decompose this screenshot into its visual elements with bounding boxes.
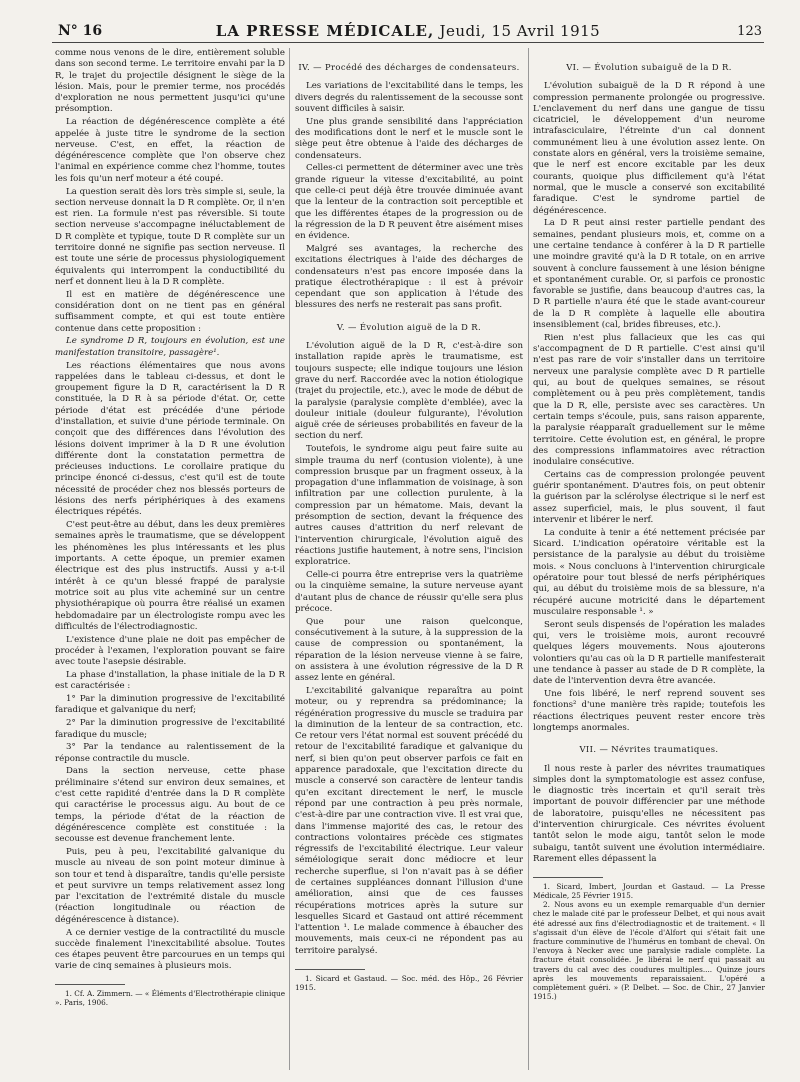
issue-number: N° 16 xyxy=(58,23,103,39)
paragraph: C'est peut-être au début, dans les deux premières semaines après le traumatisme, que se développent les phénomènes les plus intéressants et les plus importants. A cette époque, un premier examen électrique est des plus instructifs. Aussi y a-t-il intérêt à ce qu'un blessé frappé de paralysie motrice soit au plus vite acheminé sur un centre physiothérapique où pourra être réalisé un examen hebdomadaire par un électrologiste rompu avec les difficultés de l'électrodiagnostic. xyxy=(55,520,285,632)
column-divider xyxy=(528,48,529,1070)
paragraph: Les variations de l'excitabilité dans le temps, les divers degrés du ralentissement de la secousse sont souvent difficiles à saisir. xyxy=(295,81,523,114)
paragraph: Celle-ci pourra être entreprise vers la quatrième ou la cinquième semaine, la suture nerveuse ayant d'autant plus de chance de réussir qu'elle sera plus précoce. xyxy=(295,569,523,614)
section-title: V. — Évolution aiguë de la D R. xyxy=(336,321,482,332)
paragraph: Certains cas de compression prolongée peuvent guérir spontanément. D'autres fois, on peut obtenir la guérison par la sclérolyse électrique si le nerf est assez superficiel, mais, le plus souvent, il faut intervenir et libérer le nerf. xyxy=(533,469,765,526)
footnote: 2. Nous avons eu un exemple remarquable d'un dernier chez le malade cité par le professeur Delbet, et qui nous avait été adressé aux fins d'électrodiagnostic et de traitement. « Il s'agissait d'un élève de l'école d'Alfort qui s'était fait une fracture comminutive de l'humérus en tombant de cheval. On l'envoya à Necker avec une paralysie radiale complète. La fracture était consolidée. Je libérai le nerf qui passait au travers du cal avec des coudures multiples.... Quinze jours après les mouvements reparaissaient. L'opéré a complètement guéri. » (P. Delbet. — Soc. de Chir., 27 Janvier 1915.) xyxy=(533,900,765,1002)
page-number: 123 xyxy=(737,24,762,39)
paragraph: L'évolution subaiguë de la D R répond à une compression permanente prolongée ou progressive. L'enclavement du nerf dans une gangue de tissu cicatriciel, le développement d'un neurome intrafasciculaire, l'étreinte d'un cal donnent communément lieu à une évolution assez lente. On constate alors en général, vers la troisième semaine, que le nerf est encore excitable par les deux courants, quoique plus difficilement qu'à l'état normal, que le muscle a conservé son excitabilité faradique. C'est le syndrome partiel de dégénérescence. xyxy=(533,81,765,216)
paragraph: Seront seuls dispensés de l'opération les malades qui, vers le troisième mois, auront recouvré quelques légers mouvements. Nous ajouterons volontiers qu'au cas où la D R partielle manifesterait une tendance à passer au stade de D R complète, la date de l'intervention devra être avancée. xyxy=(533,619,765,687)
footnote-rule xyxy=(533,877,603,878)
footnote-rule xyxy=(295,969,365,970)
paragraph: Dans la section nerveuse, cette phase préliminaire s'étend sur environ deux semaines, et c'est cette rapidité d'entrée dans la D R complète qui caractérise le processus aigu. Au bout de ce temps, la période d'état de la réaction de dégénérescence complète est constituée : la secousse est devenue franchement lente. xyxy=(55,766,285,845)
paragraph: Il nous reste à parler des névrites traumatiques simples dont la symptomatologie est assez confuse, le diagnostic très incertain et qu'il serait très important de pouvoir différencier par une méthode de laboratoire, puisqu'elles ne nécessitent pas d'intervention chirurgicale. Ces névrites évoluent tantôt selon le mode aigu, tantôt selon le mode subaigu, tantôt suivent une évolution intermédiaire. Rarement elles dépassent la xyxy=(533,763,765,864)
column-middle xyxy=(295,48,523,992)
journal-header-title xyxy=(52,22,764,40)
paragraph: Il est en matière de dégénérescence une considération dont on ne tient pas en général suffisamment compte, et qui est toute entière contenue dans cette proposition : xyxy=(55,289,285,334)
paragraph: Rien n'est plus fallacieux que les cas qui s'accompagnent de D R partielle. C'est ainsi qu'il n'est pas rare de voir s'installer dans un territoire nerveux une paralysie complète avec D R partielle qui, au bout de quelques semaines, se résout complètement ou à peu près complètement, tandis que la D R, elle, persiste avec ses caractères. Un certain temps s'écoule, puis, sans raison apparente, la paralysie réapparaît graduellement sur le même territoire. Cette évolution est, en général, le propre des compressions inflammatoires avec rétraction inodulaire consécutive. xyxy=(533,332,765,468)
paragraph: Une plus grande sensibilité dans l'appréciation des modifications dont le nerf et le muscle sont le siège peut être obtenue à l'aide des décharges de condensateurs. xyxy=(295,116,523,161)
paragraph: Les réactions élémentaires que nous avons rappelées dans le tableau ci-dessus, et dont le groupement figure la D R, caractérisent la D R constituée, la D R à sa période d'état. Or, cette période d'état est précédée d'une période d'installation, et suivie d'une période terminale. On conçoit que des différences dans l'évolution des lésions doivent imprimer à la D R une évolution différente dont la constatation permettra de précieuses inductions. Le corollaire pratique du principe énoncé ci-dessus, c'est qu'il est de toute nécessité de procéder chez nos blessés porteurs de lésions des nerfs périphériques à des examens électriques répétés. xyxy=(55,360,285,518)
section-title: VI. — Évolution subaiguë de la D R. xyxy=(566,62,732,72)
paragraph: La question serait dès lors très simple si, seule, la section nerveuse donnait la D R complète. Or, il n'en est rien. La formule n'est pas réversible. Si toute section nerveuse s'accompagne inéluctablement de D R complète et typique, toute D R complète sur un territoire donné ne signifie pas section nerveuse. Il est toute une série de processus physiologiquement équivalents qui interrompent la conductibilité du nerf et donnent lieu à la D R complète. xyxy=(55,186,285,287)
journal-title: LA PRESSE MÉDICALE, xyxy=(215,22,435,40)
column-divider xyxy=(289,48,290,1070)
paragraph: L'évolution aiguë de la D R, c'est-à-dire son installation rapide après le traumatisme, est toujours suspecte; elle indique toujours une lésion grave du nerf. Raccordée avec la notion étiologique (trajet du projectile, etc.), avec le mode de début de la paralysie (paralysie complète d'emblée), avec la douleur initiale (douleur fulgurante), l'évolution aiguë crée de sérieuses probabilités en faveur de la section du nerf. xyxy=(295,341,523,442)
paragraph: La phase d'installation, la phase initiale de la D R est caractérisée : xyxy=(55,670,285,692)
footnote-rule xyxy=(55,984,125,985)
section-title: IV. — Procédé des décharges de condensateurs. xyxy=(298,62,520,72)
paragraph: L'existence d'une plaie ne doit pas empêcher de procéder à l'examen, l'exploration pouvant se faire avec toute l'asepsie désirable. xyxy=(55,634,285,668)
paragraph: La réaction de dégénérescence complète a été appelée à juste titre le syndrome de la section nerveuse. C'est, en effet, la réaction de dégénérescence complète que l'on observe chez l'animal en expérience comme chez l'homme, toutes les fois qu'un nerf moteur a été coupé. xyxy=(55,117,285,184)
issue-date: Jeudi, 15 Avril 1915 xyxy=(439,22,601,40)
page-header xyxy=(52,20,764,43)
paragraph: L'excitabilité galvanique reparaîtra au point moteur, ou y reprendra sa prédominance; la régénération progressive du muscle se traduira par la diminution de la lenteur de sa contraction, etc. Ce retour vers l'état normal est souvent précédé du retour de l'excitabilité faradique et galvanique du nerf, si bien qu'on peut observer parfois ce fait en apparence paradoxale, que l'excitation directe du muscle a conservé son caractère de lenteur tandis qu'en excitant directement le nerf, le muscle répond par une contraction à peu près normale, c'est-à-dire par une contraction vive. Il est vrai que, dans l'immense majorité des cas, le retour des contractions volontaires précède ces stigmates régressifs de l'excitabilité électrique. Leur valeur séméiologique serait donc médiocre et leur recherche superflue, si l'on n'avait pas à se défier de certaines suppléances donnant l'illusion d'une amélioration, ainsi que de ces fausses récupérations motrices après la suture sur lesquelles Sicard et Gastaud ont attiré récemment l'attention ¹. Le malade commence à ébaucher des mouvements, mais ceux-ci ne répondent pas au territoire paralysé. xyxy=(295,685,523,956)
paragraph: La conduite à tenir a été nettement précisée par Sicard. L'indication opératoire véritable est la persistance de la paralysie au début du troisième mois. « Nous concluons à l'intervention chirurgicale opératoire pour tout blessé de nerfs périphériques qui, au début du troisième mois de sa blessure, n'a récupéré aucune motricité dans le département musculaire responsable ¹. » xyxy=(533,527,765,617)
column-right xyxy=(533,48,765,1001)
footnote: 1. Sicard et Gastaud. — Soc. méd. des Hôp., 26 Février 1915. xyxy=(295,973,523,992)
paragraph: Une fois libéré, le nerf reprend souvent ses fonctions² d'une manière très rapide; toutefois les réactions électriques peuvent rester encore très longtemps anormales. xyxy=(533,689,765,733)
paragraph: Celles-ci permettent de déterminer avec une très grande rigueur la vitesse d'excitabilité, au point que celle-ci peut déjà être trouvée diminuée avant que la lenteur de la contraction soit perceptible et que les différentes étapes de la progression ou de la régression de la D R peuvent être aisément mises en évidence. xyxy=(295,163,523,242)
paragraph: Malgré ses avantages, la recherche des excitations électriques à l'aide des décharges de condensateurs n'est pas encore imposée dans la pratique électrothérapique : il est à prévoir cependant que son application à l'étude des blessures des nerfs ne resterait pas sans profit. xyxy=(295,243,523,311)
footnote: 1. Sicard, Imbert, Jourdan et Gastaud. — La Presse Médicale, 25 Février 1915. xyxy=(533,881,765,900)
paragraph: 3° Par la tendance au ralentissement de la réponse contractile du muscle. xyxy=(55,742,285,764)
paragraph: Puis, peu à peu, l'excitabilité galvanique du muscle au niveau de son point moteur diminue à son tour et tend à disparaître, tandis qu'elle persiste et peut survivre un temps relativement assez long par l'excitation de l'extrémité distale du muscle (réaction longitudinale ou réaction de dégénérescence à distance). xyxy=(55,846,285,925)
paragraph: Que pour une raison quelconque, consécutivement à la suture, à la suppression de la cause de compression ou spontanément, la réparation de la lésion nerveuse vienne à se faire, on assistera à une évolution régressive de la D R assez lente en général. xyxy=(295,616,523,684)
paragraph: 1° Par la diminution progressive de l'excitabilité faradique et galvanique du nerf; xyxy=(55,694,285,716)
paragraph: 2° Par la diminution progressive de l'excitabilité faradique du muscle; xyxy=(55,718,285,740)
paragraph: Toutefois, le syndrome aigu peut faire suite au simple trauma du nerf (contusion violente), à une compression brusque par un fragment osseux, à la propagation d'une inflammation de voisinage, à son infiltration par une collection purulente, à la compression par un hématome. Mais, devant la présomption de section, devant la fréquence des autres causes d'attrition du nerf relevant de l'intervention chirurgicale, l'évolution aiguë des réactions justifie hautement, à notre sens, l'incision exploratrice. xyxy=(295,444,523,568)
paragraph: Le syndrome D R, toujours en évolution, est une manifestation transitoire, passagère¹. xyxy=(55,336,285,358)
section-title: VII. — Névrites traumatiques. xyxy=(579,744,719,755)
column-left xyxy=(55,48,285,1008)
footnote: 1. Cf. A. Zimmern. — « Éléments d'Electrothérapie clinique ». Paris, 1906. xyxy=(55,989,286,1008)
paragraph: A ce dernier vestige de la contractilité du muscle succède finalement l'inexcitabilité absolue. Toutes ces étapes peuvent être parcourues en un temps qui varie de cinq semaines à plusieurs mois. xyxy=(55,927,285,972)
paragraph: comme nous venons de le dire, entièrement soluble dans son second terme. Le territoire envahi par la D R, le trajet du projectile désignent le siège de la lésion. Mais, pour le premier terme, nos procédés d'exploration ne nous permettent jusqu'ici qu'une présomption. xyxy=(55,48,285,115)
paragraph: La D R peut ainsi rester partielle pendant des semaines, pendant plusieurs mois, et, comme on a une certaine tendance à conférer à la D R partielle une moindre gravité qu'à la D R totale, on en arrive souvent à conclure faussement à une lésion bénigne et spontanément curable. Or, si parfois ce pronostic favorable se justifie, dans beaucoup d'autres cas, la D R partielle n'aura été que le stade avant-coureur de la D R complète à laquelle elle aboutira insensiblement (cal, brides fibreuses, etc.). xyxy=(533,218,765,331)
